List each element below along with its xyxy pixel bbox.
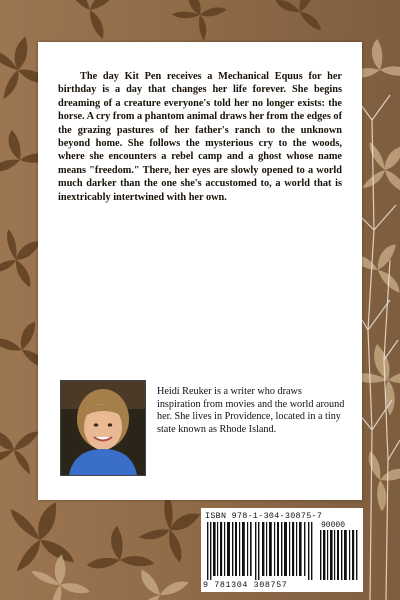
book-blurb: The day Kit Pen receives a Mechanical Equus for her birthday is a day that changes her life forever. She begins dreaming of a creature everyone's told her no longer exists: the horse. A cry from a phantom animal draws her from the edges of the grazing pastures of her father's ranch to the unknown beyond home. She follows the mysterious cry to the woods, where she encounters a rebel camp and a ghost whose name means "freedom." There, her eyes are slowly opened to a world much darker than the one she's accustomed to, a world that is inextricably intertwined with her own.	[58, 71, 343, 203]
barcode-bars	[205, 522, 315, 580]
isbn-barcode	[201, 508, 363, 592]
price-code: 90000	[321, 521, 346, 530]
author-bio: Heidi Reuker is a writer who draws inspiration from movies and the world around her. She lives in Providence, located in a tiny state known as Rhode Island.	[157, 386, 345, 435]
barcode-digits: 9 781304 308757	[203, 580, 288, 590]
isbn-number: ISBN 978-1-304-30875-7	[205, 511, 323, 521]
author-photo	[60, 380, 146, 476]
price-addon-bars	[319, 530, 361, 580]
